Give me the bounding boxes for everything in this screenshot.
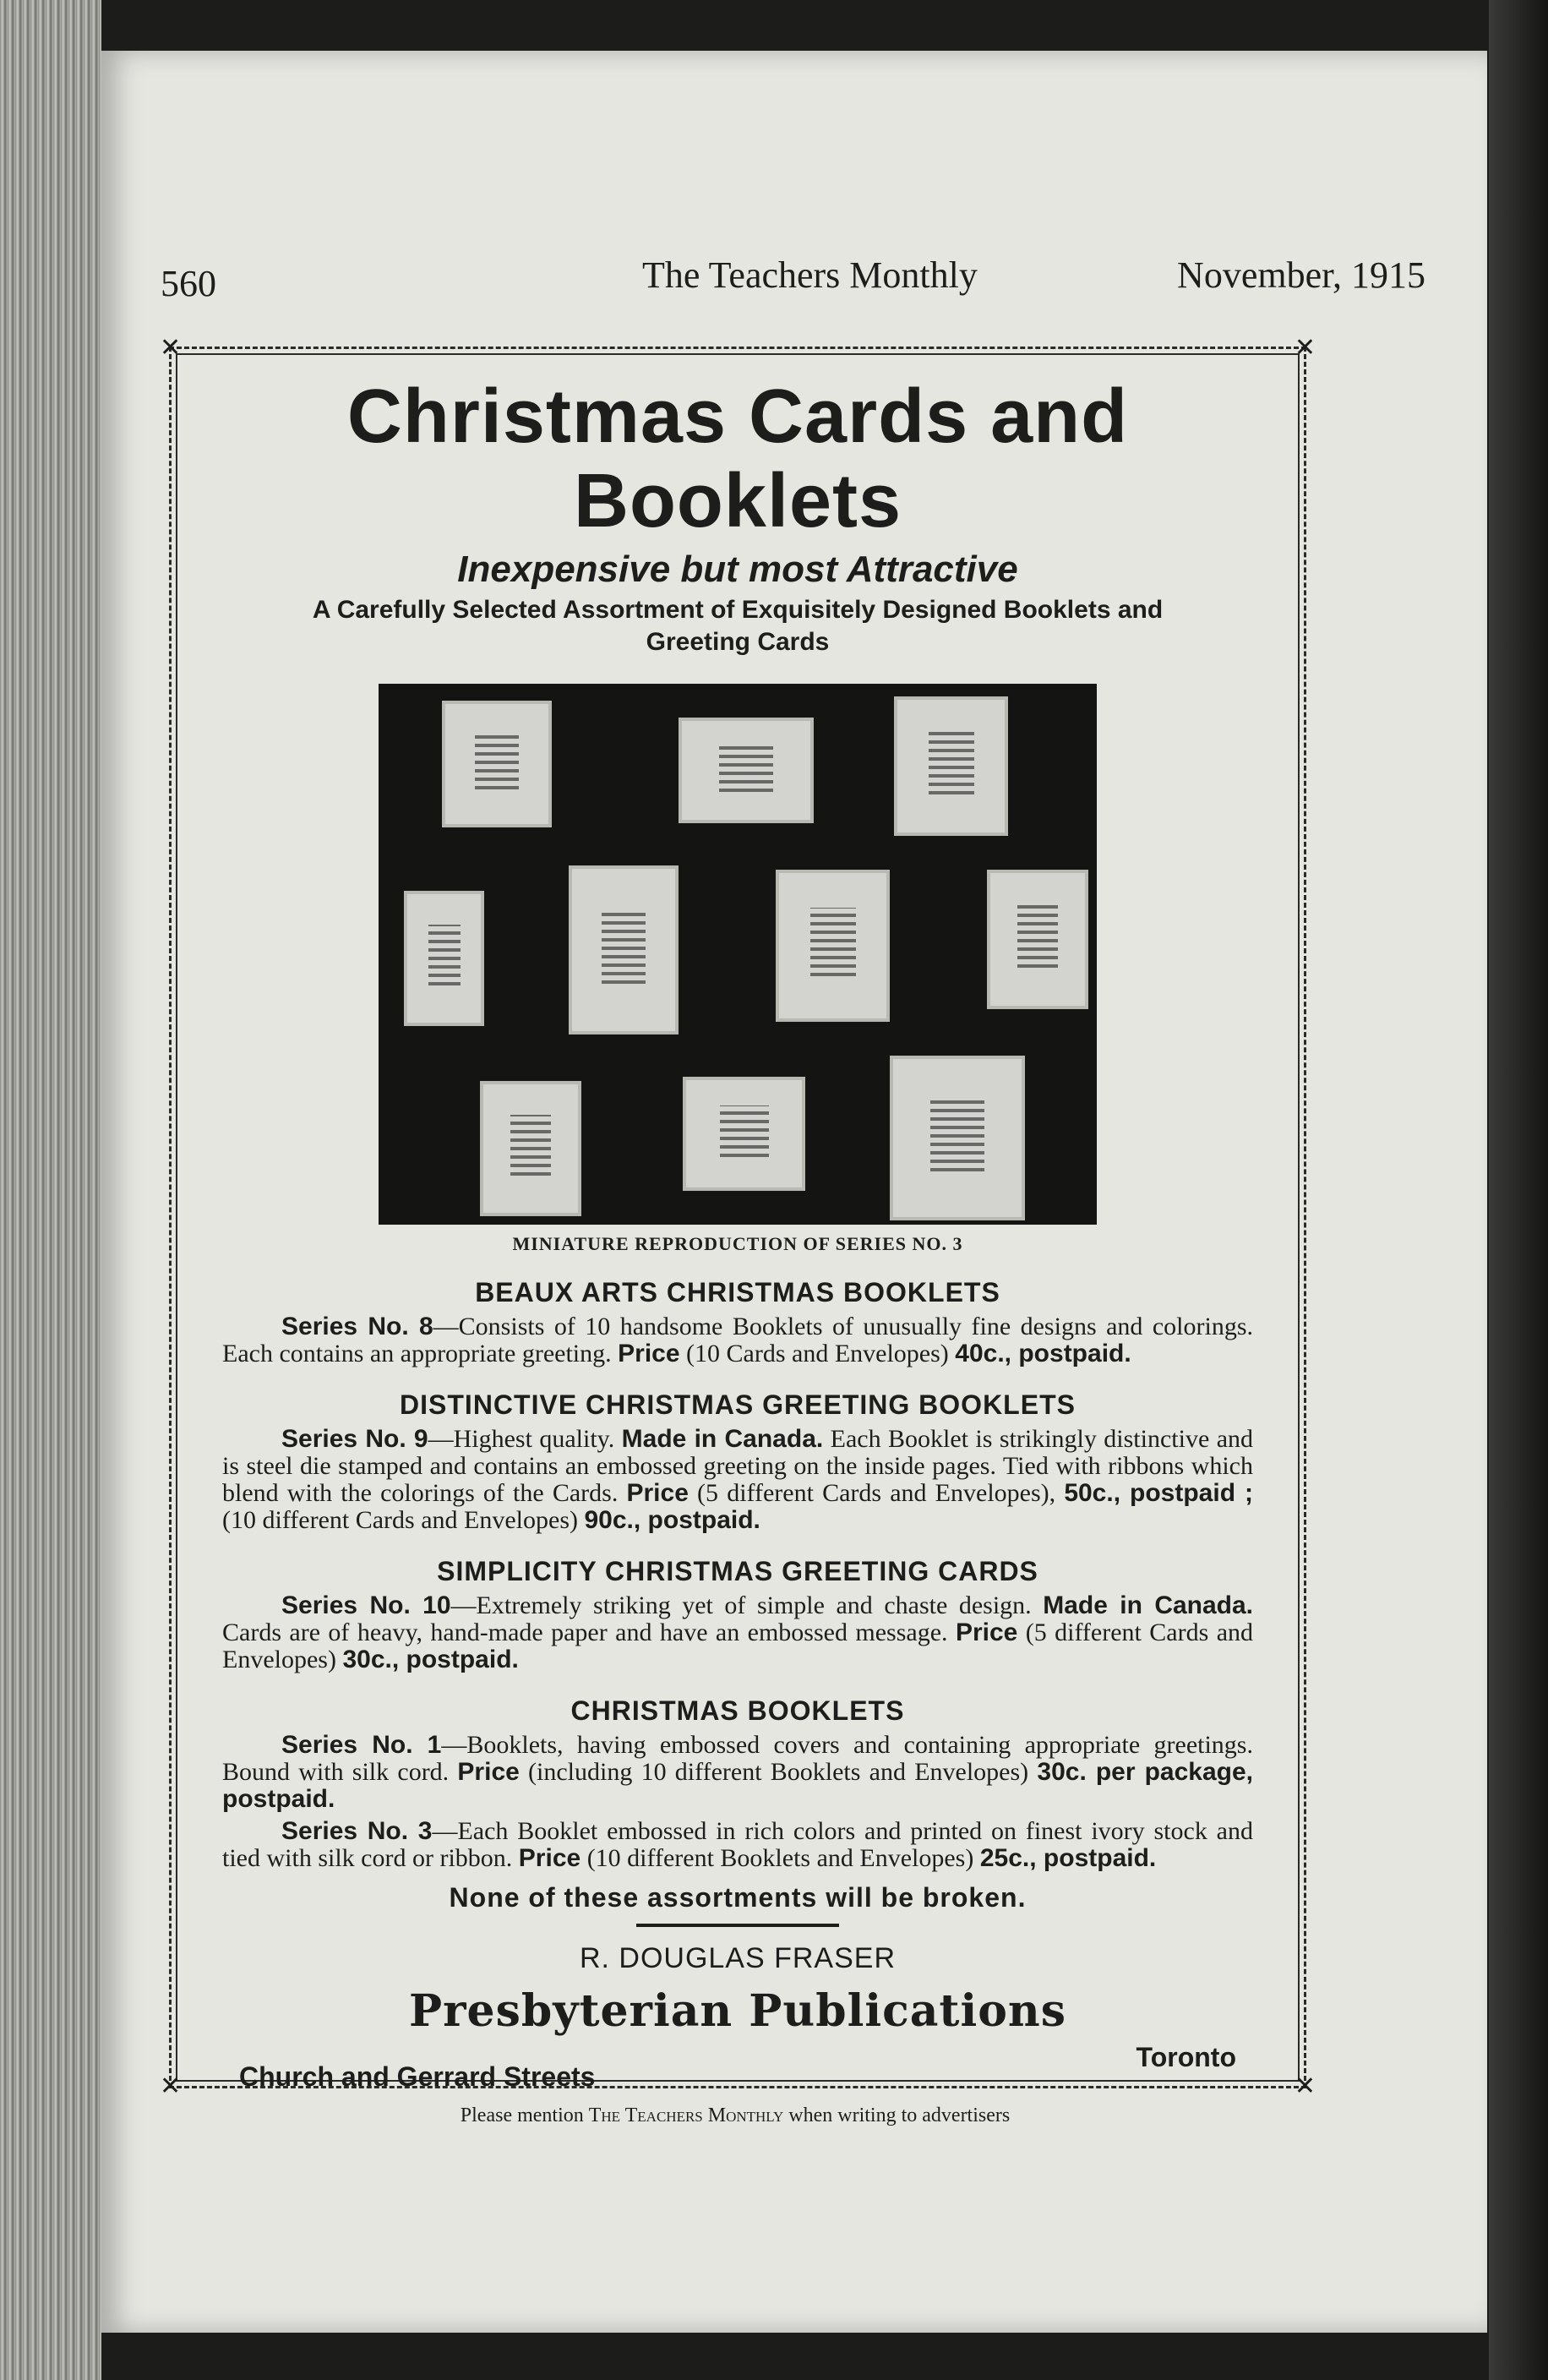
- corner-ornament: ✕: [1294, 334, 1316, 362]
- series-text: —Extremely striking yet of simple and chaste design.: [450, 1591, 1044, 1619]
- price-detail: (10 different Booklets and Envelopes): [580, 1844, 980, 1872]
- photo-caption: MINIATURE REPRODUCTION OF SERIES NO. 3: [512, 1233, 963, 1254]
- card-image: [404, 891, 484, 1026]
- series-description: [222, 1313, 1253, 1367]
- card-image: [776, 870, 890, 1022]
- price-label: Price: [955, 1619, 1018, 1646]
- price-detail: (10 different Cards and Envelopes): [222, 1506, 585, 1534]
- footer-text: when writing to advertisers: [783, 2104, 1011, 2126]
- ad-headline: Christmas Cards and Booklets: [346, 374, 1129, 543]
- made-in-canada: Made in Canada.: [621, 1425, 824, 1453]
- publisher-house: Presbyterian Publications: [409, 1985, 1066, 2037]
- series-label: Series No. 10: [281, 1591, 451, 1619]
- price-label: Price: [457, 1758, 520, 1786]
- series-label: Series No. 1: [281, 1731, 442, 1759]
- corner-ornament: ✕: [160, 2072, 182, 2100]
- ad-tagline: Inexpensive but most Attractive: [457, 549, 1018, 590]
- series-label: Series No. 3: [281, 1817, 433, 1845]
- price-value: 40c., postpaid.: [955, 1340, 1131, 1367]
- corner-ornament: ✕: [160, 334, 182, 362]
- advertisement-frame: [160, 334, 1316, 2100]
- price-detail: (including 10 different Booklets and Envelopes): [519, 1758, 1038, 1786]
- series-label: Series No. 8: [281, 1313, 433, 1340]
- card-image: [890, 1056, 1025, 1220]
- price-label: Price: [618, 1340, 680, 1367]
- series-text: Each Booklet is strikingly distinctive and is steel die stamped and contains an embossed greeting on the inside pages. Tied with ribbons which blend with the colorings of the Cards.: [222, 1425, 1254, 1507]
- price-label: Price: [518, 1844, 581, 1872]
- card-image: [987, 870, 1088, 1009]
- card-image: [894, 696, 1008, 836]
- price-value: 25c., postpaid.: [979, 1844, 1157, 1872]
- booklets-photograph: [379, 684, 1097, 1225]
- card-image: [679, 718, 814, 823]
- series-text: —Consists of 10 handsome Booklets of unusually fine designs and colorings. Each contains an appropriate greeting.: [222, 1313, 1253, 1367]
- book-page-edges: [0, 0, 101, 2380]
- ad-intro: A Carefully Selected Assortment of Exquisitely Designed Booklets and Greeting Cards: [312, 596, 1164, 656]
- section-heading: SIMPLICITY CHRISTMAS GREETING CARDS: [437, 1556, 1038, 1586]
- address-row: [197, 2042, 1278, 2093]
- price-detail: (5 different Cards and Envelopes),: [688, 1479, 1065, 1507]
- assortment-notice: None of these assortments will be broken.: [449, 1882, 1027, 1913]
- price-value: 30c., postpaid.: [342, 1646, 519, 1673]
- running-head: [161, 254, 1425, 304]
- card-image: [683, 1077, 805, 1191]
- card-image: [480, 1081, 581, 1216]
- book-binding-shadow: [1489, 0, 1548, 2380]
- series-description: [222, 1426, 1253, 1534]
- footer-journal: The Teachers Monthly: [588, 2104, 784, 2126]
- series-description: [222, 1732, 1253, 1813]
- price-value: 30c. per package, postpaid.: [222, 1758, 1254, 1813]
- city: Toronto: [1136, 2042, 1236, 2072]
- card-image: [569, 865, 679, 1034]
- series-text: —Highest quality.: [428, 1425, 622, 1453]
- section-heading: CHRISTMAS BOOKLETS: [570, 1695, 905, 1726]
- series-label: Series No. 9: [281, 1425, 428, 1453]
- divider-rule: [636, 1924, 839, 1927]
- price-detail: (5 different Cards and Envelopes): [222, 1619, 1254, 1673]
- street-address: Church and Gerrard Streets: [239, 2061, 596, 2092]
- made-in-canada: Made in Canada.: [1043, 1591, 1254, 1619]
- series-text: —Each Booklet embossed in rich colors and printed on finest ivory stock and tied with silk cord or ribbon.: [222, 1817, 1253, 1872]
- price-value: 90c., postpaid.: [584, 1506, 760, 1534]
- series-description: [222, 1818, 1253, 1872]
- price-detail: (10 Cards and Envelopes): [679, 1340, 956, 1367]
- footer-note: [169, 2104, 1301, 2127]
- publisher-name: R. DOUGLAS FRASER: [579, 1942, 897, 1974]
- price-value: 50c., postpaid ;: [1064, 1479, 1253, 1507]
- journal-title: The Teachers Monthly: [642, 254, 978, 296]
- issue-date: November, 1915: [1177, 254, 1425, 296]
- series-description: [222, 1592, 1253, 1673]
- page-number: 560: [161, 263, 216, 304]
- section-heading: BEAUX ARTS CHRISTMAS BOOKLETS: [475, 1277, 1000, 1307]
- corner-ornament: ✕: [1294, 2072, 1316, 2100]
- section-heading: DISTINCTIVE CHRISTMAS GREETING BOOKLETS: [400, 1389, 1076, 1420]
- series-text: Cards are of heavy, hand-made paper and have an embossed message.: [222, 1619, 956, 1646]
- price-label: Price: [626, 1479, 689, 1507]
- series-text: —Booklets, having embossed covers and containing appropriate greetings. Bound with silk cord.: [222, 1731, 1253, 1786]
- footer-text: Please mention: [460, 2104, 589, 2126]
- card-image: [442, 701, 552, 827]
- advertisement-content: [197, 349, 1278, 2093]
